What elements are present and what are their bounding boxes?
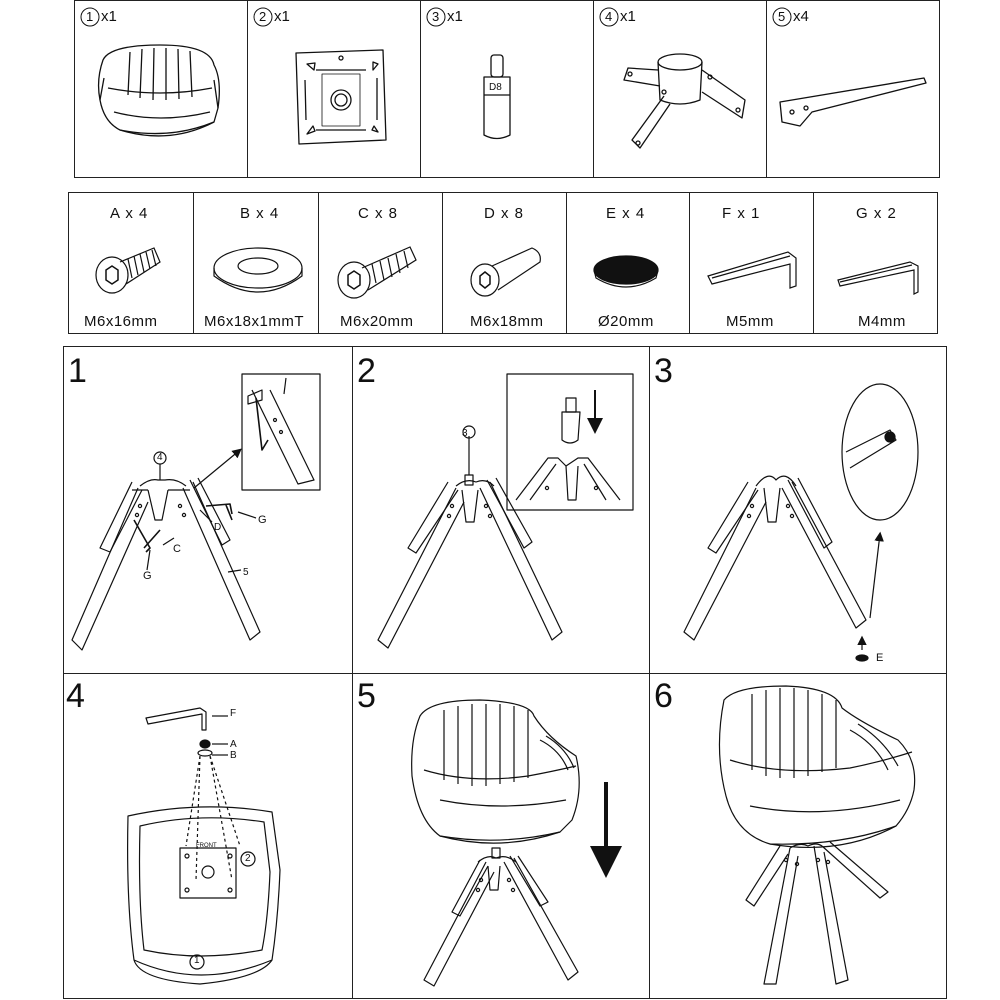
step1-label-d: D [214,522,222,533]
step4-illustration [128,708,280,984]
hardware-header-c: C x 8 [358,205,399,222]
hardware-size-c: M6x20mm [340,313,414,330]
step3-illustration [684,384,918,661]
hardware-size-b: M6x18x1mmT [204,313,305,330]
step4-label-f: F [230,708,237,719]
part-number-4: 4 [605,9,613,24]
hardware-size-g: M4mm [858,313,906,330]
step-number-1: 1 [68,352,87,390]
part-qty-2: x1 [274,8,290,25]
part-number-5: 5 [778,9,786,24]
step4-label-a: A [230,739,237,750]
step4-label-seat: 1 [194,955,200,966]
step1-base-illustration [72,374,320,650]
step2-label-post: 3 [462,428,468,439]
step2-illustration [378,374,633,648]
hardware-size-e: Ø20mm [598,313,654,330]
hardware-header-f: F x 1 [722,205,761,222]
part-qty-5: x4 [793,8,809,25]
step1-label-hub: 4 [157,452,163,463]
svg-text:D8: D8 [489,82,502,93]
hardware-size-a: M6x16mm [84,313,158,330]
step-number-4: 4 [66,677,85,715]
step-number-3: 3 [654,352,673,390]
step-number-2: 2 [357,352,376,390]
hardware-size-d: M6x18mm [470,313,544,330]
step1-label-g1: G [143,570,152,582]
part-qty-3: x1 [447,8,463,25]
step1-label-g2: G [258,514,267,526]
step3-label-e: E [876,652,884,664]
step4-label-b: B [230,750,237,761]
hardware-header-e: E x 4 [606,205,646,222]
part-qty-4: x1 [620,8,636,25]
step6-illustration [719,686,914,984]
hardware-header-d: D x 8 [484,205,525,222]
hardware-size-f: M5mm [726,313,774,330]
part-number-2: 2 [259,9,267,24]
part-qty-1: x1 [101,8,117,25]
part-number-1: 1 [86,9,94,24]
step5-illustration [412,700,606,986]
step4-label-front: FRONT [196,843,217,849]
hardware-header-b: B x 4 [240,205,280,222]
hardware-header-g: G x 2 [856,205,897,222]
step-number-5: 5 [357,677,376,715]
step-number-6: 6 [654,677,673,715]
step4-label-plate: 2 [245,853,251,864]
part-number-3: 3 [432,9,440,24]
step1-label-leg: 5 [243,567,249,578]
step1-label-c: C [173,543,181,555]
hardware-header-a: A x 4 [110,205,149,222]
